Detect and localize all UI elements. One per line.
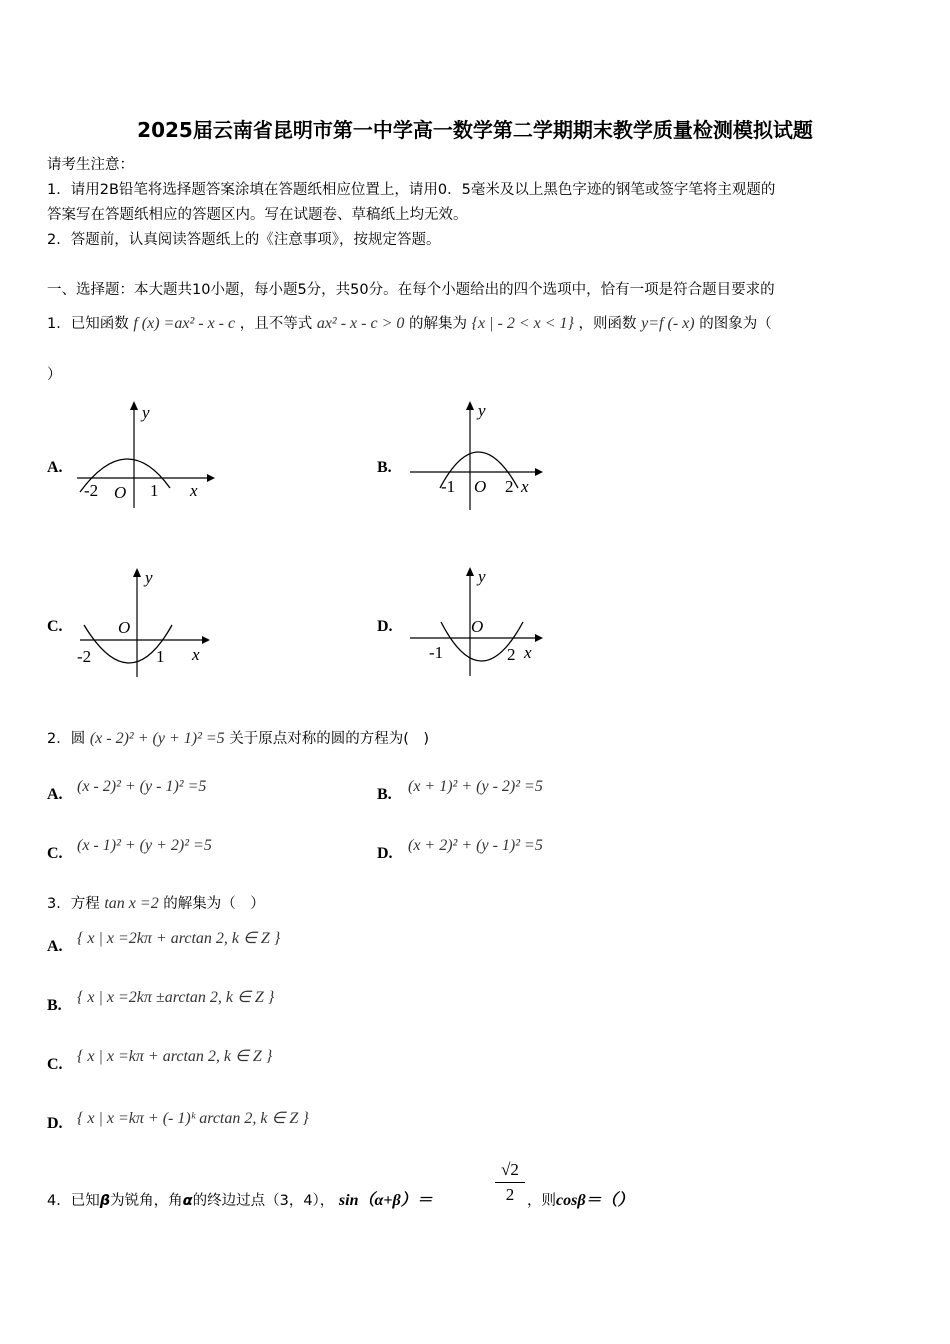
q1-option-c-graph[interactable] [72, 561, 222, 679]
q4-text-1: 已知 [70, 1193, 100, 1209]
q1-function: f (x) =ax² - x - c [133, 315, 236, 332]
q1-text-5: 的图象为（ [699, 316, 772, 332]
q1-stem [47, 312, 772, 333]
q1-option-d-graph[interactable] [405, 560, 555, 678]
q2-option-d-label[interactable]: D. [377, 845, 393, 862]
q1-option-a-label[interactable]: A. [47, 459, 63, 476]
q4-number: 4． [47, 1193, 71, 1209]
q2-option-c-label[interactable]: C. [47, 845, 63, 862]
y-arrow-icon [133, 568, 141, 577]
tick-label: -1 [429, 643, 444, 662]
tick-label: 2 [505, 477, 514, 496]
notice-line-1a: 1．请用2B铅笔将选择题答案涂填在答题纸相应位置上，请用0．5毫米及以上黑色字迹的钢笔或签字笔将主观题的 [47, 182, 776, 198]
tick-label: -2 [77, 647, 92, 666]
page-title: 2025届云南省昆明市第一中学高一数学第二学期期末教学质量检测模拟试题 [137, 118, 813, 142]
y-axis-label: y [478, 401, 486, 420]
origin-label: O [118, 618, 131, 637]
y-arrow-icon [466, 567, 474, 576]
q1-option-d-label[interactable]: D. [377, 618, 393, 635]
x-axis-label: x [524, 643, 532, 662]
q1-target-function: y=f (- x) [641, 315, 695, 332]
notice-line-2: 2．答题前，认真阅读答题纸上的《注意事项》，按规定答题。 [47, 232, 441, 248]
q2-option-a-label[interactable]: A. [47, 786, 63, 803]
q4-stem [47, 1187, 433, 1210]
q3-option-d[interactable]: { x | x =kπ + (- 1)ᵏ arctan 2, k ∈ Z } [77, 1110, 309, 1127]
q3-option-a-label[interactable]: A. [47, 938, 63, 955]
q1-option-c-label[interactable]: C. [47, 618, 63, 635]
q3-option-d-label[interactable]: D. [47, 1115, 63, 1132]
q2-option-b-label[interactable]: B. [377, 786, 392, 803]
q1-option-b-graph[interactable] [405, 396, 555, 514]
q4-cos-expression: cosβ＝（） [556, 1192, 634, 1209]
origin-label: O [474, 477, 487, 496]
x-axis-label: x [192, 645, 200, 664]
origin-label: O [471, 617, 484, 636]
section-heading: 一、选择题：本大题共10小题，每小题5分，共50分。在每个小题给出的四个选项中，恰有一项是符合题目要求的 [47, 282, 775, 298]
q4-alpha: α [182, 1193, 193, 1209]
q1-text-4: ，则函数 [578, 316, 637, 332]
q1-inequality: ax² - x - c > 0 [316, 315, 405, 332]
q1-text-close: ） [47, 367, 62, 383]
q4-text-3: 的终边过点（3，4）， [192, 1193, 335, 1209]
q3-stem [47, 892, 265, 913]
x-arrow-icon [535, 468, 543, 476]
x-axis-label: x [521, 477, 529, 496]
y-arrow-icon [466, 401, 474, 410]
tick-label: 2 [507, 645, 516, 664]
q3-option-a[interactable]: { x | x =2kπ + arctan 2, k ∈ Z } [77, 930, 281, 947]
q4-beta: β [99, 1193, 111, 1209]
y-axis-label: y [142, 403, 150, 422]
q1-option-b-label[interactable]: B. [377, 459, 392, 476]
fraction-numerator: √2 [501, 1160, 519, 1179]
q1-text-1: 已知函数 [70, 316, 129, 332]
q4-stem-tail [527, 1187, 634, 1210]
notice-heading: 请考生注意： [47, 157, 134, 173]
q2-stem [47, 727, 429, 748]
y-axis-label: y [145, 568, 153, 587]
notice-line-1b: 答案写在答题纸相应的答题区内。写在试题卷、草稿纸上均无效。 [47, 207, 468, 223]
q2-option-b[interactable]: (x + 1)² + (y - 2)² =5 [408, 778, 543, 795]
q4-fraction [495, 1160, 525, 1205]
q2-text-1: 圆 [70, 731, 86, 747]
q3-text-1: 方程 [70, 896, 100, 912]
x-arrow-icon [202, 636, 210, 644]
q1-number: 1． [47, 316, 71, 332]
q3-option-b[interactable]: { x | x =2kπ ±arctan 2, k ∈ Z } [77, 989, 275, 1006]
q2-text-2: 关于原点对称的圆的方程为( ) [229, 731, 430, 747]
q3-option-c-label[interactable]: C. [47, 1056, 63, 1073]
q2-number: 2． [47, 731, 71, 747]
q2-option-c[interactable]: (x - 1)² + (y + 2)² =5 [77, 837, 212, 854]
q1-text-2: ，且不等式 [239, 316, 313, 332]
q3-text-2: 的解集为（ ） [163, 896, 265, 912]
q4-sin-expression: sin（α+β）＝ [338, 1192, 433, 1209]
q4-text-4: ，则 [527, 1193, 556, 1209]
q4-text-2: 为锐角，角 [110, 1193, 183, 1209]
q3-equation: tan x =2 [104, 895, 159, 912]
x-arrow-icon [207, 474, 215, 482]
q2-option-d[interactable]: (x + 2)² + (y - 1)² =5 [408, 837, 543, 854]
tick-label: 1 [150, 481, 159, 500]
q1-option-a-graph[interactable] [72, 398, 222, 513]
x-arrow-icon [535, 634, 543, 642]
tick-label: -1 [441, 477, 456, 496]
q3-option-c[interactable]: { x | x =kπ + arctan 2, k ∈ Z } [77, 1048, 273, 1065]
y-arrow-icon [130, 401, 138, 410]
origin-label: O [114, 483, 127, 502]
q1-solution-set: {x | - 2 < x < 1} [471, 315, 574, 332]
y-axis-label: y [478, 567, 486, 586]
x-axis-label: x [190, 481, 198, 500]
q3-option-b-label[interactable]: B. [47, 997, 62, 1014]
tick-label: -2 [84, 481, 99, 500]
fraction-bar [495, 1182, 525, 1183]
fraction-denominator: 2 [505, 1185, 515, 1204]
tick-label: 1 [156, 647, 165, 666]
q3-number: 3． [47, 896, 71, 912]
q2-option-a[interactable]: (x - 2)² + (y - 1)² =5 [77, 778, 207, 795]
q1-text-3: 的解集为 [409, 316, 467, 332]
q2-circle-equation: (x - 2)² + (y + 1)² =5 [89, 730, 225, 747]
